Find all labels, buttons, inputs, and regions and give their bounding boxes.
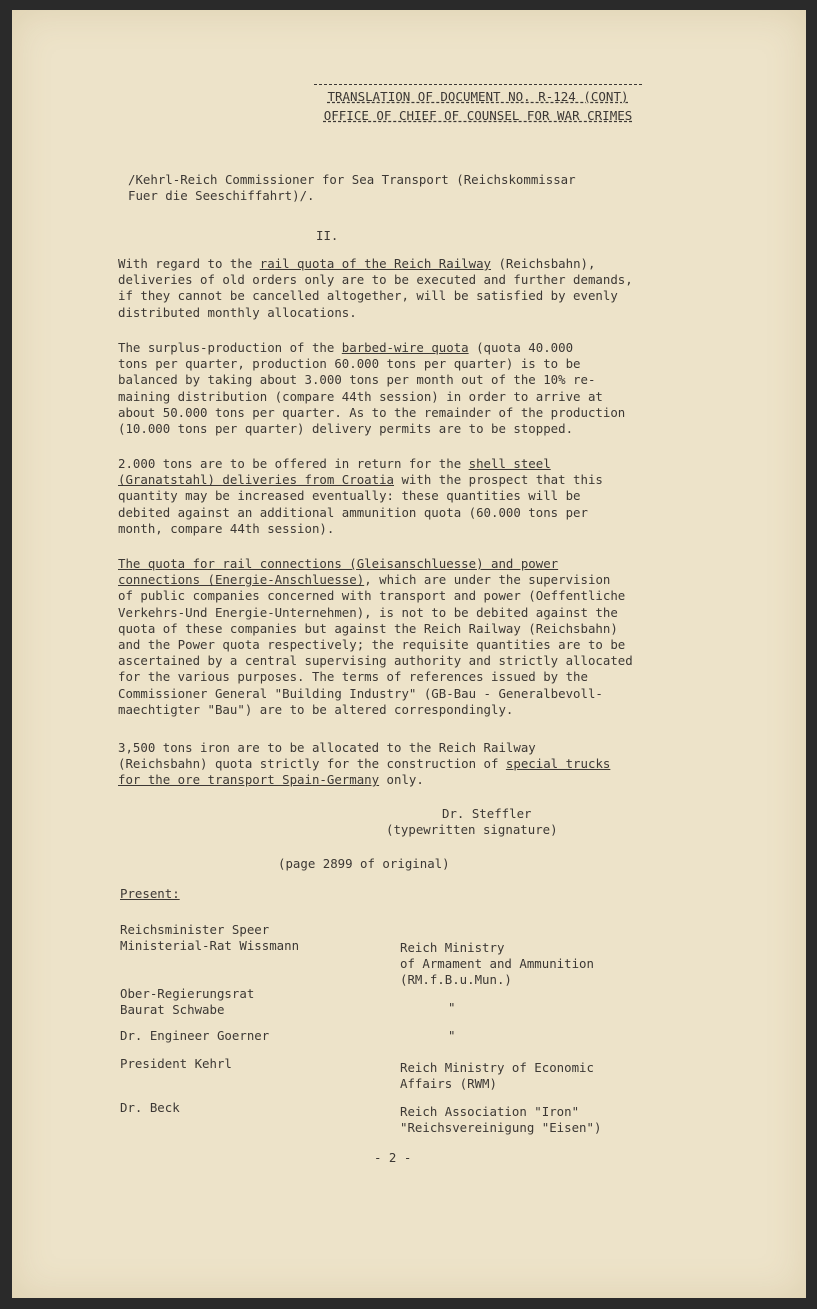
signature-name: Dr. Steffler [442,806,532,821]
paragraph-2-rest: (quota 40.000 tons per quarter, production 60.000 tons per quarter) is to be balanced by taking about 3.000 tons per month out of the 10% re- maining distribution (compare 44th session) in order to arrive at about 50.000 tons per quarter. As to the remainder of the production (10.000 tons per quarter) delivery permits are to be stopped. [118,340,626,437]
present-left-1: Reichsminister Speer Ministerial-Rat Wissmann [120,922,300,953]
archive-stamp [326,38,397,48]
paragraph-5-lead: 3,500 tons iron are to be allocated to the Reich Railway (Reichsbahn) quota strictly for the construction of [118,740,536,772]
paragraph-1-rest: (Reichsbahn), deliveries of old orders only are to be executed and further demands, if they cannot be cancelled altogether, will be satisfied by evenly distributed monthly allocations. [118,256,633,320]
page-reference: (page 2899 of original) [278,856,450,871]
paragraph-3 [118,456,702,537]
paragraph-3-underlined: shell steel (Granatstahl) deliveries from Croatia [118,456,551,488]
paragraph-5-underlined: special trucks for the ore transport Spain-Germany [118,756,611,788]
paragraph-2-lead: The surplus-production of the [118,340,342,355]
paragraph-1-lead: With regard to the [118,256,260,271]
intro-line: /Kehrl-Reich Commissioner for Sea Transport (Reichskommissar Fuer die Seeschiffahrt)/. [128,172,576,204]
paragraph-3-rest: with the prospect that this quantity may be increased eventually: these quantities will be debited against an additional ammunition quota (60.000 tons per month, compare 44th session). [118,472,603,536]
document-header [308,84,648,125]
paragraph-2 [118,340,702,437]
paragraph-4-underlined: The quota for rail connections (Gleisanschluesse) and power connections (Energie-Anschluesse) [118,556,559,588]
present-label: Present: [120,886,180,901]
page-number: - 2 - [374,1150,412,1165]
present-left-3: Dr. Engineer Goerner [120,1028,270,1043]
document-page [12,10,806,1298]
paragraph-2-underlined: barbed-wire quota [341,340,469,355]
present-right-4: Reich Ministry of Economic Affairs (RWM) [400,1060,594,1091]
header-title: TRANSLATION OF DOCUMENT NO. R-124 (CONT) [327,89,629,104]
paragraph-1 [118,256,702,321]
header-office: OFFICE OF CHIEF OF COUNSEL FOR WAR CRIMES [323,108,633,123]
present-left-4: President Kehrl [120,1056,232,1071]
present-right-2: " [448,1000,456,1015]
paragraph-5 [118,740,702,789]
section-number: II. [316,228,339,243]
present-right-3: " [448,1028,456,1043]
present-left-5: Dr. Beck [120,1100,180,1115]
paragraph-4 [118,556,702,718]
present-left-2: Ober-Regierungsrat Baurat Schwabe [120,986,255,1017]
paragraph-4-rest: , which are under the supervision of public companies concerned with transport and power (Oeffentliche Verkehrs-Und Energie-Unternehmen), is not to be debited against the quota of these companies but against the Reich Railway (Reichsbahn) and the Power quota respectively; the requisite quantities are to be ascertained by a central supervising authority and strictly allocated for the various purposes. The terms of references issued by the Commissioner General "Building Industry" (GB-Bau - Generalbevoll- maechtigter "Bau") are to be altered correspondingly. [118,572,633,717]
paragraph-3-lead: 2.000 tons are to be offered in return for the [118,456,469,471]
signature-note: (typewritten signature) [386,822,558,837]
present-right-5: Reich Association "Iron" "Reichsvereinigung "Eisen") [400,1104,602,1135]
present-right-1: Reich Ministry of Armament and Ammunition (RM.f.B.u.Mun.) [400,940,594,987]
paragraph-1-underlined: rail quota of the Reich Railway [259,256,492,271]
paragraph-5-rest: only. [379,772,424,788]
header-rule [314,84,642,85]
